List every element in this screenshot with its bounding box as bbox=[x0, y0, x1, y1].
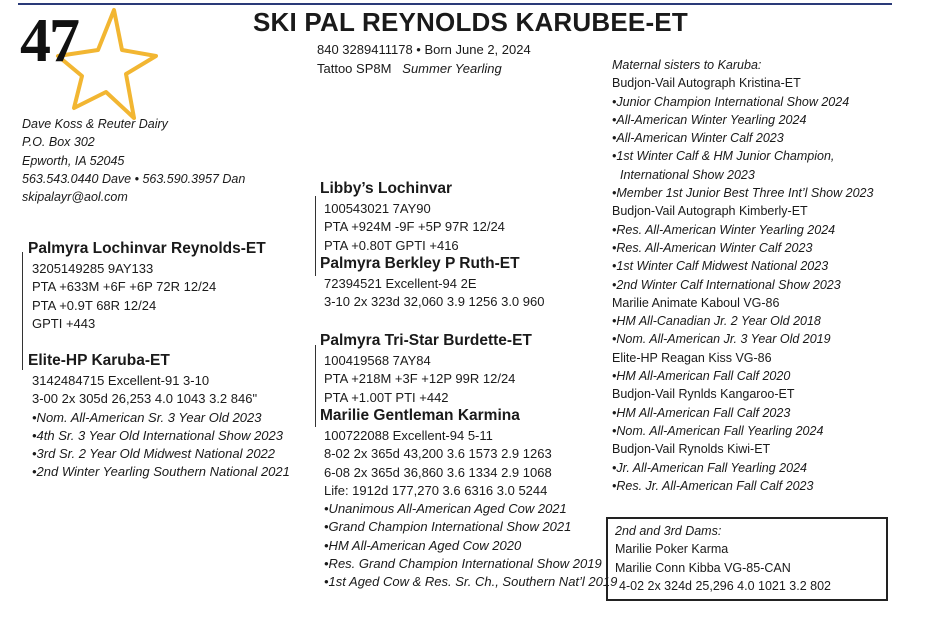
sister-name: Marilie Animate Kaboul VG-86 bbox=[612, 295, 780, 310]
sister-name: Budjon-Vail Rynlds Kangaroo-ET bbox=[612, 387, 795, 402]
dam-dam-name: Marilie Gentleman Karmina bbox=[320, 407, 520, 424]
dam-line: 3142484715 Excellent-91 3-10 bbox=[32, 373, 210, 388]
sister-honor: •Jr. All-American Fall Yearling 2024 bbox=[612, 460, 807, 475]
sister-honor: International Show 2023 bbox=[620, 167, 755, 182]
sire-dam-line: 3-10 2x 323d 32,060 3.9 1256 3.0 960 bbox=[324, 294, 545, 310]
maternal-sisters-heading: Maternal sisters to Karuba: bbox=[612, 58, 762, 72]
consignor-line: P.O. Box 302 bbox=[22, 135, 95, 150]
consignor-info bbox=[22, 115, 245, 206]
sister-honor: •HM All-American Fall Calf 2020 bbox=[612, 369, 791, 384]
pedigree-line-left bbox=[22, 252, 23, 370]
dam-name: Elite-HP Karuba-ET bbox=[28, 352, 170, 369]
dam-dam-line: 6-08 2x 365d 36,860 3.6 1334 2.9 1068 bbox=[324, 464, 552, 480]
sire-sire-info bbox=[324, 200, 505, 255]
sire-name: Palmyra Lochinvar Reynolds-ET bbox=[28, 240, 266, 257]
sister-name: Budjon-Vail Autograph Kristina-ET bbox=[612, 76, 801, 91]
sister-name: Budjon-Vail Rynolds Kiwi-ET bbox=[612, 442, 771, 457]
page-title: SKI PAL REYNOLDS KARUBEE-ET bbox=[253, 7, 688, 37]
sire-sire-line: PTA +0.80T GPTI +416 bbox=[324, 237, 459, 253]
sister-honor: •Nom. All-American Jr. 3 Year Old 2019 bbox=[612, 332, 831, 347]
sister-honor: •Junior Champion International Show 2024 bbox=[612, 94, 850, 109]
registration-line: 840 3289411178 • Born June 2, 2024 bbox=[317, 42, 531, 57]
dam-line: 3-00 2x 305d 26,253 4.0 1043 3.2 846" bbox=[32, 391, 258, 407]
consignor-line: Epworth, IA 52045 bbox=[22, 153, 125, 168]
dam-dam-info bbox=[324, 427, 617, 592]
dam-sire-line: 100419568 7AY84 bbox=[324, 353, 431, 368]
second-third-dams bbox=[615, 522, 831, 595]
lot-number: 47 bbox=[20, 7, 78, 75]
sire-dam-name: Palmyra Berkley P Ruth-ET bbox=[320, 255, 520, 272]
sister-honor: •Res. All-American Winter Calf 2023 bbox=[612, 240, 813, 255]
dams-box-heading: 2nd and 3rd Dams: bbox=[615, 524, 722, 538]
dam-dam-honor: •1st Aged Cow & Res. Sr. Ch., Southern Nat’l 2019 bbox=[324, 574, 618, 590]
sire-sire-name: Libby’s Lochinvar bbox=[320, 180, 453, 197]
dam-honor: •3rd Sr. 2 Year Old Midwest National 2022 bbox=[32, 446, 276, 462]
dam-sire-name: Palmyra Tri-Star Burdette-ET bbox=[320, 332, 532, 349]
sister-name: Elite-HP Reagan Kiss VG-86 bbox=[612, 350, 772, 365]
sire-line: 3205149285 9AY133 bbox=[32, 261, 154, 276]
sister-honor: •All-American Winter Yearling 2024 bbox=[612, 112, 807, 127]
consignor-line: skipalayr@aol.com bbox=[22, 190, 128, 205]
sister-honor: •HM All-American Fall Calf 2023 bbox=[612, 405, 791, 420]
sister-name: Budjon-Vail Autograph Kimberly-ET bbox=[612, 204, 808, 219]
sister-honor: •1st Winter Calf Midwest National 2023 bbox=[612, 259, 829, 274]
sister-honor: •All-American Winter Calf 2023 bbox=[612, 131, 784, 146]
dam-honor: •Nom. All-American Sr. 3 Year Old 2023 bbox=[32, 409, 262, 425]
dams-box-line: Marilie Conn Kibba VG-85-CAN bbox=[615, 560, 791, 575]
sire-line: PTA +0.9T 68R 12/24 bbox=[32, 297, 157, 313]
pedigree-line-dam bbox=[315, 345, 316, 427]
sire-dam-line: 72394521 Excellent-94 2E bbox=[324, 276, 477, 291]
sister-honor: •HM All-Canadian Jr. 2 Year Old 2018 bbox=[612, 314, 821, 329]
sire-info bbox=[32, 260, 216, 333]
dam-info bbox=[32, 372, 290, 482]
dam-dam-line: Life: 1912d 177,270 3.6 6316 3.0 5244 bbox=[324, 482, 548, 498]
dam-honor: •4th Sr. 3 Year Old International Show 2023 bbox=[32, 427, 283, 443]
dams-box-line: 4-02 2x 324d 25,296 4.0 1021 3.2 802 bbox=[619, 578, 831, 593]
dam-sire-line: PTA +1.00T PTI +442 bbox=[324, 389, 449, 405]
dam-sire-line: PTA +218M +3F +12P 99R 12/24 bbox=[324, 371, 516, 387]
dam-dam-honor: •Grand Champion International Show 2021 bbox=[324, 519, 572, 535]
maternal-sisters bbox=[612, 56, 873, 495]
sister-honor: •Res. Jr. All-American Fall Calf 2023 bbox=[612, 478, 814, 493]
class-label: Summer Yearling bbox=[402, 61, 502, 76]
dam-honor: •2nd Winter Yearling Southern National 2021 bbox=[32, 464, 290, 480]
consignor-line: 563.543.0440 Dave • 563.590.3957 Dan bbox=[22, 171, 246, 186]
sister-honor: •Res. All-American Winter Yearling 2024 bbox=[612, 222, 836, 237]
tattoo-number: Tattoo SP8M bbox=[317, 61, 392, 76]
dam-dam-line: 8-02 2x 365d 43,200 3.6 1573 2.9 1263 bbox=[324, 446, 552, 462]
sister-honor: •1st Winter Calf & HM Junior Champion, bbox=[612, 149, 835, 164]
sister-honor: •2nd Winter Calf International Show 2023 bbox=[612, 277, 841, 292]
dam-dam-line: 100722088 Excellent-94 5-11 bbox=[324, 428, 493, 443]
dam-dam-honor: •Res. Grand Champion International Show 2019 bbox=[324, 556, 602, 572]
sire-line: GPTI +443 bbox=[32, 315, 96, 331]
dam-dam-honor: •HM All-American Aged Cow 2020 bbox=[324, 537, 522, 553]
sire-sire-line: 100543021 7AY90 bbox=[324, 201, 431, 216]
dam-sire-info bbox=[324, 352, 515, 407]
sire-line: PTA +633M +6F +6P 72R 12/24 bbox=[32, 279, 217, 295]
maternal-sisters-list bbox=[612, 74, 873, 495]
sister-honor: •Member 1st Junior Best Three Int’l Show 2023 bbox=[612, 186, 874, 201]
consignor-line: Dave Koss & Reuter Dairy bbox=[22, 117, 168, 131]
sire-dam-info bbox=[324, 275, 544, 312]
dam-dam-honor: •Unanimous All-American Aged Cow 2021 bbox=[324, 501, 567, 517]
tattoo-line bbox=[317, 60, 502, 78]
sister-honor: •Nom. All-American Fall Yearling 2024 bbox=[612, 423, 824, 438]
dams-box-line: Marilie Poker Karma bbox=[615, 542, 729, 557]
sire-sire-line: PTA +924M -9F +5P 97R 12/24 bbox=[324, 219, 505, 235]
pedigree-line-sire bbox=[315, 196, 316, 276]
